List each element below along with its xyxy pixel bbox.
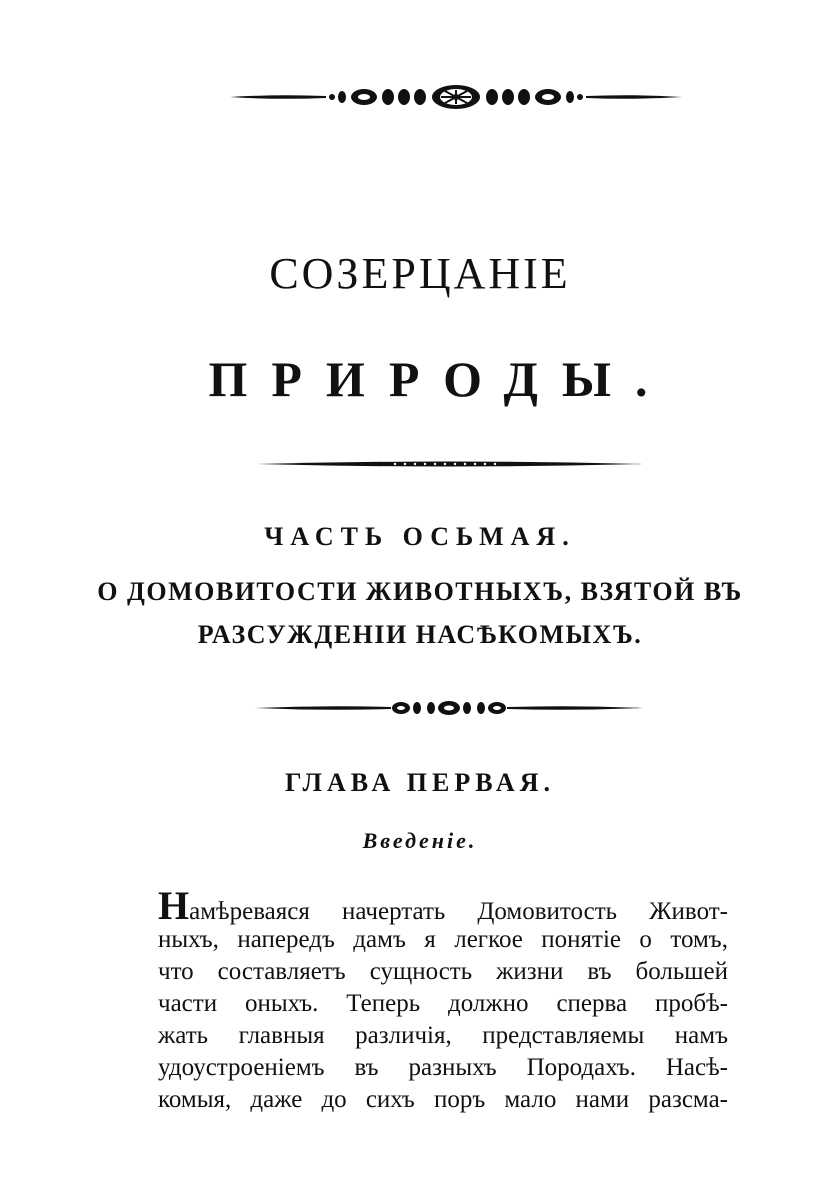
body-line-7: комыя, даже до сихъ поръ мало нами разсма-	[158, 1086, 728, 1113]
book-title-line-1: СОЗЕРЦАНІЕ	[269, 249, 571, 298]
body-line-6: удоустроеніемъ въ разныхъ Породахъ. Насѣ-	[158, 1054, 728, 1081]
middle-rule-ornament	[255, 456, 645, 472]
top-ornament	[228, 80, 684, 114]
body-line-1	[158, 883, 728, 928]
body-line-5: жать главныя различія, представляемы намъ	[158, 1022, 728, 1049]
lower-ornament	[253, 697, 645, 719]
part-title: ЧАСТЬ ОСЬМАЯ.	[264, 522, 576, 551]
subtitle-line-1: О ДОМОВИТОСТИ ЖИВОТНЫХЪ, ВЗЯТОЙ ВЪ	[97, 577, 743, 606]
body-line-1-text: амѣреваяся начертать Домовитость Живот-	[189, 898, 728, 925]
subtitle-line-2: РАЗСУЖДЕНІИ НАСѢКОМЫХЪ.	[197, 620, 643, 649]
section-title: Введеніе.	[362, 828, 478, 853]
body-line-2: ныхъ, напередъ дамъ я легкое понятіе о томъ,	[158, 926, 728, 953]
body-line-4: части оныхъ. Теперь должно сперва пробѣ-	[158, 990, 728, 1017]
book-title-line-2: ПРИРОДЫ.	[208, 351, 672, 407]
chapter-title: ГЛАВА ПЕРВАЯ.	[285, 768, 555, 797]
drop-cap: Н	[158, 883, 190, 928]
body-line-3: что составляетъ сущность жизни въ большей	[158, 958, 728, 985]
